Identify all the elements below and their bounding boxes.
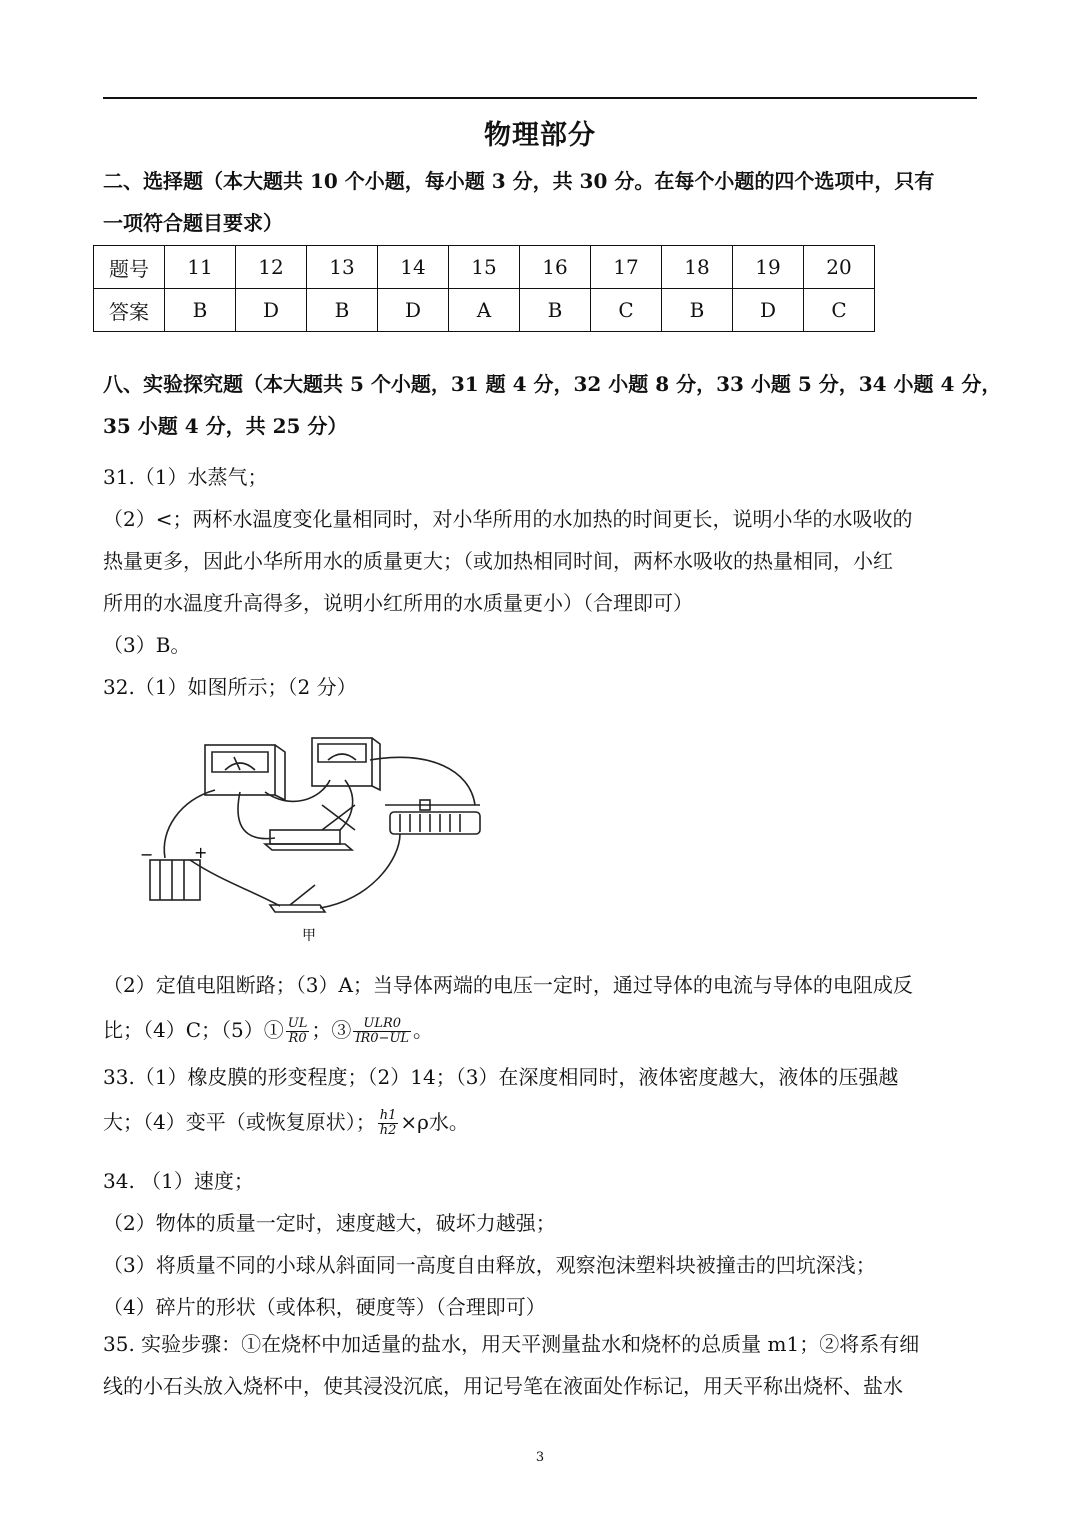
- table-cell: C: [804, 289, 875, 332]
- rheostat-coils: [400, 814, 460, 832]
- q34-line1: 34. （1）速度；: [103, 1169, 254, 1193]
- voltmeter-side: [275, 745, 285, 800]
- ammeter-dial: [318, 744, 366, 762]
- table-cell: 12: [236, 246, 307, 289]
- q33-line2-a: 大；（4）变平（或恢复原状）；: [103, 1110, 376, 1134]
- switch-icon: [270, 905, 325, 912]
- q35-line1: 35. 实验步骤：①在烧杯中加适量的盐水，用天平测量盐水和烧杯的总质量 m1；②将系有细: [103, 1332, 920, 1356]
- battery-cells: [160, 860, 184, 900]
- fraction-h1-h2: $\frac{h1}{h2}$: [379, 1108, 397, 1138]
- top-rule: [103, 97, 977, 99]
- page-title: 物理部分: [484, 120, 596, 151]
- q33-line1: 33.（1）橡皮膜的形变程度；（2）14；（3）在深度相同时，液体密度越大，液体的压强越: [103, 1065, 899, 1089]
- table-cell: 11: [165, 246, 236, 289]
- table-cell: D: [378, 289, 449, 332]
- table-cell: 15: [449, 246, 520, 289]
- wire: [370, 757, 475, 805]
- battery-minus-label: −: [140, 845, 154, 864]
- section2-heading-line2: 一项符合题目要求）: [103, 211, 283, 235]
- figure-caption: 甲: [302, 928, 316, 944]
- table-cell: A: [449, 289, 520, 332]
- table-cell: 17: [591, 246, 662, 289]
- table-cell: C: [591, 289, 662, 332]
- q33-line2-b: ×ρ水。: [400, 1110, 469, 1134]
- table-cell: D: [236, 289, 307, 332]
- table-cell: D: [733, 289, 804, 332]
- table-cell: B: [307, 289, 378, 332]
- q32-line3-c: 。: [413, 1018, 434, 1042]
- table-row-answers: [94, 289, 875, 332]
- wire: [320, 834, 400, 908]
- q32-line2: （2）定值电阻断路；（3）A；当导体两端的电压一定时，通过导体的电流与导体的电阻成反: [103, 973, 913, 997]
- table-cell: B: [520, 289, 591, 332]
- q31-line4: 所用的水温度升高得多，说明小红所用的水质量更小）（合理即可）: [103, 591, 693, 615]
- table-cell: 16: [520, 246, 591, 289]
- q33-line2: [103, 1107, 983, 1138]
- ammeter-arc: [328, 754, 356, 760]
- fraction-ulr0: $\frac{\text{ULR0}}{IR0-UL}$: [355, 1016, 410, 1046]
- q31-line5: （3）B。: [103, 633, 191, 657]
- switch-lever: [290, 885, 315, 905]
- table-cell: 20: [804, 246, 875, 289]
- q32-line1: 32.（1）如图所示；（2 分）: [103, 675, 357, 699]
- q31-line2: （2）<；两杯水温度变化量相同时，对小华所用的水加热的时间更长，说明小华的水吸收的: [103, 507, 913, 531]
- resistor-base: [265, 844, 352, 850]
- page-number: 3: [535, 1450, 545, 1465]
- row-label: 题号: [94, 246, 165, 289]
- q31-line1: 31.（1）水蒸气；: [103, 465, 268, 489]
- circuit-diagram: [130, 730, 500, 950]
- q32-line3: [103, 1015, 983, 1046]
- table-cell: B: [662, 289, 733, 332]
- table-cell: 18: [662, 246, 733, 289]
- battery-icon: [150, 860, 200, 900]
- q34-line3: （3）将质量不同的小球从斜面同一高度自由释放，观察泡沫塑料块被撞击的凹坑深浅；: [103, 1253, 876, 1277]
- q34-line2: （2）物体的质量一定时，速度越大，破坏力越强；: [103, 1211, 556, 1235]
- table-row-numbers: [94, 246, 875, 289]
- table-cell: 14: [378, 246, 449, 289]
- resistor-icon: [270, 830, 340, 844]
- q31-line3: 热量更多，因此小华所用水的质量更大；（或加热相同时间，两杯水吸收的热量相同，小红: [103, 549, 893, 573]
- table-cell: 19: [733, 246, 804, 289]
- row-label: 答案: [94, 289, 165, 332]
- section8-heading-line1: 八、实验探究题（本大题共 5 个小题，31 题 4 分，32 小题 8 分，33 小题 5 分，34 小题 4 分，: [103, 372, 1002, 396]
- cross-mark: [322, 805, 355, 830]
- q32-line3-a: 比；（4）C；（5）①: [103, 1018, 284, 1042]
- battery-plus-label: +: [194, 843, 208, 862]
- q32-line3-b: ；③: [311, 1018, 352, 1042]
- wire: [190, 860, 280, 906]
- q35-line2: 线的小石头放入烧杯中，使其浸没沉底，用记号笔在液面处作标记，用天平称出烧杯、盐水: [103, 1374, 903, 1398]
- rheostat-icon: [390, 812, 480, 834]
- fraction-ul-r0: $\frac{UL}{R0}$: [287, 1016, 308, 1046]
- section8-heading-line2: 35 小题 4 分，共 25 分）: [103, 414, 348, 438]
- table-cell: 13: [307, 246, 378, 289]
- section2-heading-line1: 二、选择题（本大题共 10 个小题，每小题 3 分，共 30 分。在每个小题的四个选项中，只有: [103, 169, 935, 193]
- ammeter-side: [372, 738, 380, 790]
- q34-line4: （4）碎片的形状（或体积，硬度等）（合理即可）: [103, 1295, 546, 1319]
- answer-table: [93, 245, 875, 332]
- table-cell: B: [165, 289, 236, 332]
